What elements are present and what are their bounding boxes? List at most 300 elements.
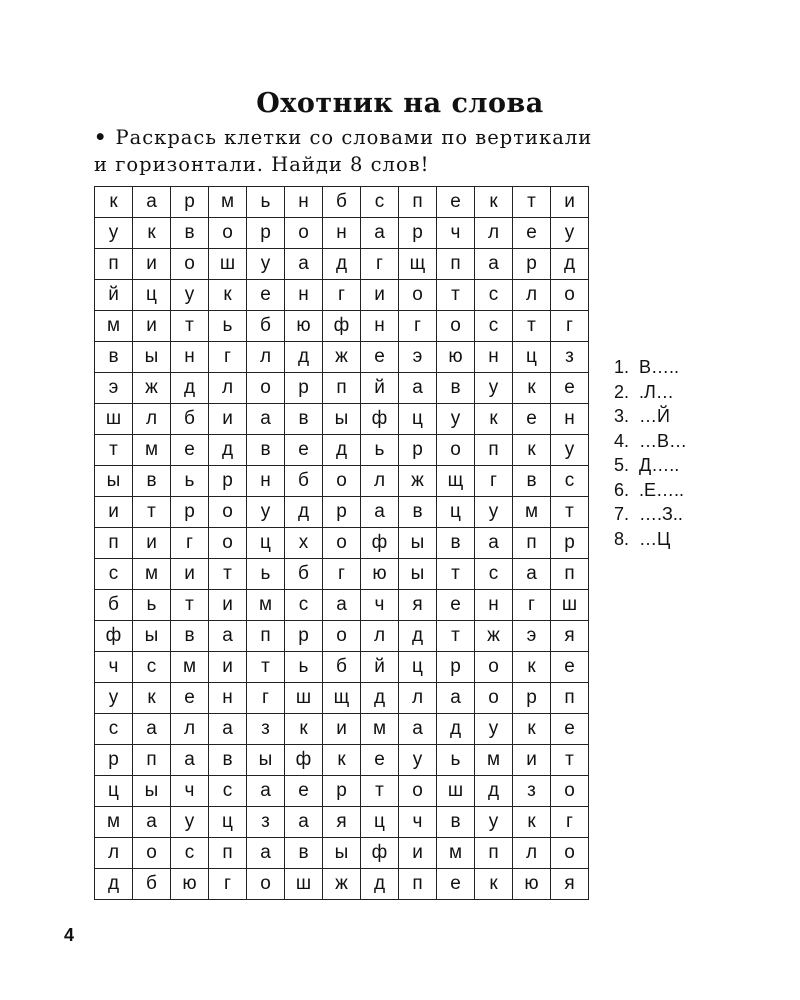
grid-cell[interactable]: б bbox=[95, 590, 133, 621]
grid-cell[interactable]: в bbox=[209, 745, 247, 776]
grid-cell[interactable]: ь bbox=[285, 652, 323, 683]
grid-cell[interactable]: д bbox=[551, 249, 589, 280]
grid-cell[interactable]: а bbox=[285, 807, 323, 838]
grid-cell[interactable]: о bbox=[475, 683, 513, 714]
grid-cell[interactable]: ц bbox=[399, 404, 437, 435]
grid-cell[interactable]: п bbox=[133, 745, 171, 776]
grid-cell[interactable]: б bbox=[285, 466, 323, 497]
grid-cell[interactable]: л bbox=[361, 466, 399, 497]
grid-cell[interactable]: о bbox=[171, 249, 209, 280]
grid-cell[interactable]: я bbox=[551, 621, 589, 652]
grid-cell[interactable]: р bbox=[513, 249, 551, 280]
grid-cell[interactable]: п bbox=[95, 249, 133, 280]
grid-cell[interactable]: у bbox=[95, 683, 133, 714]
grid-cell[interactable]: п bbox=[475, 838, 513, 869]
grid-cell[interactable]: о bbox=[399, 776, 437, 807]
grid-cell[interactable]: ы bbox=[133, 776, 171, 807]
grid-cell[interactable]: ч bbox=[437, 218, 475, 249]
grid-cell[interactable]: д bbox=[475, 776, 513, 807]
grid-cell[interactable]: н bbox=[285, 280, 323, 311]
grid-cell[interactable]: и bbox=[361, 280, 399, 311]
grid-cell[interactable]: ф bbox=[285, 745, 323, 776]
grid-cell[interactable]: п bbox=[551, 683, 589, 714]
grid-cell[interactable]: о bbox=[247, 373, 285, 404]
grid-cell[interactable]: г bbox=[323, 559, 361, 590]
grid-cell[interactable]: у bbox=[399, 745, 437, 776]
grid-cell[interactable]: а bbox=[285, 249, 323, 280]
grid-cell[interactable]: п bbox=[513, 528, 551, 559]
grid-cell[interactable]: и bbox=[171, 559, 209, 590]
grid-cell[interactable]: м bbox=[209, 187, 247, 218]
grid-cell[interactable]: н bbox=[475, 590, 513, 621]
grid-cell[interactable]: р bbox=[437, 652, 475, 683]
grid-cell[interactable]: в bbox=[285, 404, 323, 435]
grid-cell[interactable]: о bbox=[551, 838, 589, 869]
grid-cell[interactable]: о bbox=[551, 280, 589, 311]
grid-cell[interactable]: т bbox=[171, 311, 209, 342]
grid-cell[interactable]: ы bbox=[399, 559, 437, 590]
grid-cell[interactable]: я bbox=[399, 590, 437, 621]
grid-cell[interactable]: с bbox=[285, 590, 323, 621]
grid-cell[interactable]: е bbox=[551, 373, 589, 404]
grid-cell[interactable]: ю bbox=[285, 311, 323, 342]
grid-cell[interactable]: о bbox=[475, 652, 513, 683]
grid-cell[interactable]: и bbox=[209, 404, 247, 435]
grid-cell[interactable]: е bbox=[437, 187, 475, 218]
grid-cell[interactable]: и bbox=[551, 187, 589, 218]
grid-cell[interactable]: г bbox=[247, 683, 285, 714]
grid-cell[interactable]: г bbox=[513, 590, 551, 621]
grid-cell[interactable]: г bbox=[551, 807, 589, 838]
grid-cell[interactable]: е bbox=[551, 652, 589, 683]
grid-cell[interactable]: п bbox=[399, 187, 437, 218]
grid-cell[interactable]: ь bbox=[361, 435, 399, 466]
grid-cell[interactable]: ю bbox=[361, 559, 399, 590]
grid-cell[interactable]: с bbox=[171, 838, 209, 869]
grid-cell[interactable]: п bbox=[95, 528, 133, 559]
grid-cell[interactable]: н bbox=[171, 342, 209, 373]
grid-cell[interactable]: с bbox=[95, 559, 133, 590]
grid-cell[interactable]: г bbox=[323, 280, 361, 311]
grid-cell[interactable]: у bbox=[247, 249, 285, 280]
grid-cell[interactable]: у bbox=[95, 218, 133, 249]
grid-cell[interactable]: д bbox=[361, 683, 399, 714]
grid-cell[interactable]: в bbox=[247, 435, 285, 466]
grid-cell[interactable]: д bbox=[95, 869, 133, 900]
grid-cell[interactable]: д bbox=[437, 714, 475, 745]
grid-cell[interactable]: и bbox=[323, 714, 361, 745]
grid-cell[interactable]: р bbox=[513, 683, 551, 714]
grid-cell[interactable]: ы bbox=[133, 621, 171, 652]
grid-cell[interactable]: с bbox=[361, 187, 399, 218]
grid-cell[interactable]: к bbox=[475, 404, 513, 435]
grid-cell[interactable]: с bbox=[133, 652, 171, 683]
grid-cell[interactable]: й bbox=[361, 652, 399, 683]
grid-cell[interactable]: т bbox=[551, 745, 589, 776]
grid-cell[interactable]: р bbox=[551, 528, 589, 559]
grid-cell[interactable]: г bbox=[361, 249, 399, 280]
grid-cell[interactable]: е bbox=[551, 714, 589, 745]
grid-cell[interactable]: в bbox=[133, 466, 171, 497]
grid-cell[interactable]: п bbox=[475, 435, 513, 466]
grid-cell[interactable]: р bbox=[171, 187, 209, 218]
grid-cell[interactable]: о bbox=[437, 311, 475, 342]
grid-cell[interactable]: ш bbox=[209, 249, 247, 280]
grid-cell[interactable]: ь bbox=[209, 311, 247, 342]
grid-cell[interactable]: с bbox=[475, 280, 513, 311]
grid-cell[interactable]: г bbox=[209, 869, 247, 900]
grid-cell[interactable]: к bbox=[513, 714, 551, 745]
grid-cell[interactable]: м bbox=[475, 745, 513, 776]
grid-cell[interactable]: щ bbox=[399, 249, 437, 280]
grid-cell[interactable]: н bbox=[551, 404, 589, 435]
grid-cell[interactable]: ф bbox=[361, 404, 399, 435]
grid-cell[interactable]: р bbox=[285, 621, 323, 652]
grid-cell[interactable]: и bbox=[209, 590, 247, 621]
grid-cell[interactable]: у bbox=[247, 497, 285, 528]
grid-cell[interactable]: з bbox=[247, 807, 285, 838]
grid-cell[interactable]: к bbox=[513, 652, 551, 683]
grid-cell[interactable]: а bbox=[171, 745, 209, 776]
grid-cell[interactable]: о bbox=[209, 528, 247, 559]
instructions-line-1 bbox=[94, 124, 714, 151]
grid-cell[interactable]: ь bbox=[171, 466, 209, 497]
grid-cell[interactable]: т bbox=[171, 590, 209, 621]
grid-cell[interactable]: к bbox=[133, 683, 171, 714]
grid-cell[interactable]: о bbox=[323, 528, 361, 559]
grid-cell[interactable]: л bbox=[399, 683, 437, 714]
grid-cell[interactable]: у bbox=[475, 714, 513, 745]
grid-cell[interactable]: к bbox=[209, 280, 247, 311]
grid-cell[interactable]: о bbox=[323, 466, 361, 497]
grid-cell[interactable]: ы bbox=[323, 404, 361, 435]
grid-cell[interactable]: ц bbox=[437, 497, 475, 528]
grid-cell[interactable]: о bbox=[285, 218, 323, 249]
grid-cell[interactable]: а bbox=[323, 590, 361, 621]
grid-cell[interactable]: к bbox=[133, 218, 171, 249]
grid-cell[interactable]: т bbox=[437, 559, 475, 590]
grid-cell[interactable]: п bbox=[399, 869, 437, 900]
grid-cell[interactable]: ж bbox=[323, 342, 361, 373]
grid-cell[interactable]: в bbox=[285, 838, 323, 869]
grid-cell[interactable]: г bbox=[399, 311, 437, 342]
grid-cell[interactable]: ы bbox=[95, 466, 133, 497]
grid-cell[interactable]: р bbox=[399, 218, 437, 249]
grid-cell[interactable]: ю bbox=[513, 869, 551, 900]
grid-cell[interactable]: в bbox=[437, 807, 475, 838]
grid-cell[interactable]: п bbox=[437, 249, 475, 280]
grid-cell[interactable]: т bbox=[437, 621, 475, 652]
grid-cell[interactable]: у bbox=[551, 218, 589, 249]
grid-cell[interactable]: к bbox=[285, 714, 323, 745]
grid-cell[interactable]: к bbox=[95, 187, 133, 218]
grid-cell[interactable]: е bbox=[437, 869, 475, 900]
grid-cell[interactable]: ь bbox=[247, 187, 285, 218]
grid-cell[interactable]: ч bbox=[361, 590, 399, 621]
grid-cell[interactable]: ш bbox=[551, 590, 589, 621]
grid-cell[interactable]: к bbox=[475, 869, 513, 900]
grid-cell[interactable]: е bbox=[513, 404, 551, 435]
grid-cell[interactable]: р bbox=[399, 435, 437, 466]
grid-cell[interactable]: и bbox=[209, 652, 247, 683]
grid-cell[interactable]: м bbox=[513, 497, 551, 528]
grid-cell[interactable]: а bbox=[133, 714, 171, 745]
grid-cell[interactable]: ы bbox=[323, 838, 361, 869]
grid-cell[interactable]: ч bbox=[171, 776, 209, 807]
grid-cell[interactable]: р bbox=[95, 745, 133, 776]
grid-cell[interactable]: д bbox=[285, 497, 323, 528]
grid-cell[interactable]: р bbox=[247, 218, 285, 249]
grid-cell[interactable]: и bbox=[95, 497, 133, 528]
grid-cell[interactable]: с bbox=[95, 714, 133, 745]
grid-cell[interactable]: л bbox=[247, 342, 285, 373]
grid-cell[interactable]: ц bbox=[247, 528, 285, 559]
grid-cell[interactable]: е bbox=[171, 435, 209, 466]
grid-cell[interactable]: о bbox=[247, 869, 285, 900]
grid-cell[interactable]: в bbox=[171, 621, 209, 652]
grid-cell[interactable]: р bbox=[323, 497, 361, 528]
grid-cell[interactable]: а bbox=[361, 218, 399, 249]
grid-cell[interactable]: р bbox=[209, 466, 247, 497]
grid-cell[interactable]: т bbox=[133, 497, 171, 528]
grid-cell[interactable]: о bbox=[209, 497, 247, 528]
grid-cell[interactable]: е bbox=[171, 683, 209, 714]
grid-cell[interactable]: е bbox=[285, 435, 323, 466]
grid-cell[interactable]: л bbox=[95, 838, 133, 869]
grid-cell[interactable]: л bbox=[475, 218, 513, 249]
grid-cell[interactable]: т bbox=[551, 497, 589, 528]
grid-cell[interactable]: м bbox=[95, 311, 133, 342]
grid-cell[interactable]: д bbox=[323, 435, 361, 466]
grid-cell[interactable]: ц bbox=[209, 807, 247, 838]
grid-cell[interactable]: ж bbox=[399, 466, 437, 497]
grid-cell[interactable]: л bbox=[133, 404, 171, 435]
grid-cell[interactable]: ф bbox=[95, 621, 133, 652]
grid-cell[interactable]: к bbox=[513, 807, 551, 838]
grid-cell[interactable]: э bbox=[513, 621, 551, 652]
grid-cell[interactable]: а bbox=[399, 714, 437, 745]
grid-cell[interactable]: ь bbox=[247, 559, 285, 590]
grid-cell[interactable]: к bbox=[513, 373, 551, 404]
grid-cell[interactable]: л bbox=[361, 621, 399, 652]
grid-cell[interactable]: л bbox=[513, 280, 551, 311]
grid-cell[interactable]: ц bbox=[399, 652, 437, 683]
grid-cell[interactable]: д bbox=[361, 869, 399, 900]
grid-cell[interactable]: б bbox=[133, 869, 171, 900]
grid-cell[interactable]: ю bbox=[171, 869, 209, 900]
grid-cell[interactable]: ш bbox=[437, 776, 475, 807]
grid-cell[interactable]: щ bbox=[323, 683, 361, 714]
grid-cell[interactable]: с bbox=[475, 559, 513, 590]
grid-cell[interactable]: п bbox=[247, 621, 285, 652]
grid-cell[interactable]: у bbox=[475, 373, 513, 404]
grid-cell[interactable]: ж bbox=[475, 621, 513, 652]
grid-cell[interactable]: р bbox=[323, 776, 361, 807]
grid-cell[interactable]: й bbox=[361, 373, 399, 404]
grid-cell[interactable]: ф bbox=[323, 311, 361, 342]
grid-cell[interactable]: н bbox=[247, 466, 285, 497]
grid-cell[interactable]: о bbox=[399, 280, 437, 311]
grid-cell[interactable]: е bbox=[285, 776, 323, 807]
grid-cell[interactable]: м bbox=[437, 838, 475, 869]
grid-cell[interactable]: и bbox=[133, 311, 171, 342]
grid-cell[interactable]: ф bbox=[361, 528, 399, 559]
grid-cell[interactable]: г bbox=[171, 528, 209, 559]
grid-cell[interactable]: о bbox=[437, 435, 475, 466]
grid-cell[interactable]: ч bbox=[95, 652, 133, 683]
grid-cell[interactable]: з bbox=[551, 342, 589, 373]
grid-cell[interactable]: у bbox=[475, 497, 513, 528]
grid-cell[interactable]: у bbox=[551, 435, 589, 466]
grid-cell[interactable]: а bbox=[437, 683, 475, 714]
grid-cell[interactable]: в bbox=[513, 466, 551, 497]
grid-cell[interactable]: ы bbox=[247, 745, 285, 776]
grid-cell[interactable]: ц bbox=[513, 342, 551, 373]
grid-cell[interactable]: л bbox=[513, 838, 551, 869]
grid-cell[interactable]: л bbox=[209, 373, 247, 404]
grid-cell[interactable]: е bbox=[437, 590, 475, 621]
grid-cell[interactable]: в bbox=[399, 497, 437, 528]
grid-cell[interactable]: а bbox=[247, 776, 285, 807]
grid-cell[interactable]: ш bbox=[95, 404, 133, 435]
grid-cell[interactable]: н bbox=[323, 218, 361, 249]
grid-cell[interactable]: м bbox=[133, 435, 171, 466]
grid-cell[interactable]: и bbox=[513, 745, 551, 776]
grid-cell[interactable]: т bbox=[513, 187, 551, 218]
grid-cell[interactable]: м bbox=[95, 807, 133, 838]
grid-cell[interactable]: е bbox=[247, 280, 285, 311]
grid-cell[interactable]: р bbox=[171, 497, 209, 528]
grid-cell[interactable]: р bbox=[285, 373, 323, 404]
grid-cell[interactable]: о bbox=[209, 218, 247, 249]
grid-cell[interactable]: в bbox=[171, 218, 209, 249]
grid-cell[interactable]: с bbox=[551, 466, 589, 497]
grid-cell[interactable]: т bbox=[247, 652, 285, 683]
grid-cell[interactable]: х bbox=[285, 528, 323, 559]
grid-cell[interactable]: о bbox=[323, 621, 361, 652]
grid-cell[interactable]: а bbox=[247, 404, 285, 435]
grid-cell[interactable]: к bbox=[475, 187, 513, 218]
grid-cell[interactable]: а bbox=[475, 249, 513, 280]
grid-cell[interactable]: з bbox=[247, 714, 285, 745]
grid-cell[interactable]: с bbox=[209, 776, 247, 807]
grid-cell[interactable]: г bbox=[209, 342, 247, 373]
grid-cell[interactable]: д bbox=[323, 249, 361, 280]
grid-cell[interactable]: к bbox=[323, 745, 361, 776]
grid-cell[interactable]: ж bbox=[323, 869, 361, 900]
grid-cell[interactable]: е bbox=[513, 218, 551, 249]
grid-cell[interactable]: ч bbox=[399, 807, 437, 838]
grid-cell[interactable]: т bbox=[95, 435, 133, 466]
grid-cell[interactable]: а bbox=[475, 528, 513, 559]
grid-cell[interactable]: д bbox=[285, 342, 323, 373]
grid-cell[interactable]: ю bbox=[437, 342, 475, 373]
grid-cell[interactable]: е bbox=[361, 342, 399, 373]
grid-cell[interactable]: м bbox=[133, 559, 171, 590]
grid-cell[interactable]: б bbox=[247, 311, 285, 342]
grid-cell[interactable]: п bbox=[209, 838, 247, 869]
grid-cell[interactable]: т bbox=[361, 776, 399, 807]
grid-cell[interactable]: и bbox=[133, 528, 171, 559]
grid-cell[interactable]: у bbox=[171, 807, 209, 838]
grid-cell[interactable]: в bbox=[437, 373, 475, 404]
grid-cell[interactable]: л bbox=[171, 714, 209, 745]
grid-cell[interactable]: а bbox=[133, 187, 171, 218]
grid-cell[interactable]: ж bbox=[133, 373, 171, 404]
grid-cell[interactable]: н bbox=[285, 187, 323, 218]
grid-cell[interactable]: к bbox=[513, 435, 551, 466]
grid-cell[interactable]: у bbox=[171, 280, 209, 311]
grid-cell[interactable]: н bbox=[475, 342, 513, 373]
grid-cell[interactable]: н bbox=[209, 683, 247, 714]
grid-cell[interactable]: э bbox=[95, 373, 133, 404]
grid-cell[interactable]: б bbox=[323, 187, 361, 218]
grid-cell[interactable]: а bbox=[247, 838, 285, 869]
grid-cell[interactable]: ц bbox=[95, 776, 133, 807]
grid-cell[interactable]: д bbox=[209, 435, 247, 466]
grid-cell[interactable]: м bbox=[171, 652, 209, 683]
grid-cell[interactable]: ш bbox=[285, 683, 323, 714]
grid-cell[interactable]: щ bbox=[437, 466, 475, 497]
grid-cell[interactable]: ц bbox=[133, 280, 171, 311]
grid-cell[interactable]: и bbox=[399, 838, 437, 869]
grid-cell[interactable]: п bbox=[551, 559, 589, 590]
grid-cell[interactable]: у bbox=[475, 807, 513, 838]
grid-cell[interactable]: е bbox=[361, 745, 399, 776]
grid-cell[interactable]: ц bbox=[361, 807, 399, 838]
grid-cell[interactable]: о bbox=[133, 838, 171, 869]
grid-cell[interactable]: я bbox=[323, 807, 361, 838]
grid-cell[interactable]: ь bbox=[437, 745, 475, 776]
grid-cell[interactable]: а bbox=[209, 621, 247, 652]
grid-cell[interactable]: г bbox=[551, 311, 589, 342]
grid-cell[interactable]: д bbox=[399, 621, 437, 652]
grid-cell[interactable]: б bbox=[171, 404, 209, 435]
grid-cell[interactable]: а bbox=[361, 497, 399, 528]
grid-cell[interactable]: б bbox=[285, 559, 323, 590]
grid-cell[interactable]: и bbox=[133, 249, 171, 280]
grid-cell[interactable]: а bbox=[209, 714, 247, 745]
grid-cell[interactable]: с bbox=[475, 311, 513, 342]
grid-cell[interactable]: б bbox=[323, 652, 361, 683]
grid-cell[interactable]: з bbox=[513, 776, 551, 807]
grid-cell[interactable]: о bbox=[551, 776, 589, 807]
grid-cell[interactable]: ы bbox=[133, 342, 171, 373]
grid-cell[interactable]: э bbox=[399, 342, 437, 373]
grid-cell[interactable]: в bbox=[437, 528, 475, 559]
grid-cell[interactable]: т bbox=[513, 311, 551, 342]
grid-cell[interactable]: ш bbox=[285, 869, 323, 900]
grid-cell[interactable]: ы bbox=[399, 528, 437, 559]
grid-cell[interactable]: м bbox=[247, 590, 285, 621]
grid-cell[interactable]: д bbox=[171, 373, 209, 404]
grid-cell[interactable]: п bbox=[323, 373, 361, 404]
grid-cell[interactable]: т bbox=[437, 280, 475, 311]
grid-cell[interactable]: н bbox=[361, 311, 399, 342]
grid-cell[interactable]: я bbox=[551, 869, 589, 900]
grid-cell[interactable]: ф bbox=[361, 838, 399, 869]
grid-cell[interactable]: в bbox=[95, 342, 133, 373]
grid-cell[interactable]: т bbox=[209, 559, 247, 590]
grid-cell[interactable]: г bbox=[475, 466, 513, 497]
grid-cell[interactable]: а bbox=[513, 559, 551, 590]
grid-cell[interactable]: м bbox=[361, 714, 399, 745]
grid-cell[interactable]: а bbox=[133, 807, 171, 838]
grid-cell[interactable]: й bbox=[95, 280, 133, 311]
grid-cell[interactable]: у bbox=[437, 404, 475, 435]
grid-cell[interactable]: ь bbox=[133, 590, 171, 621]
grid-cell[interactable]: а bbox=[399, 373, 437, 404]
